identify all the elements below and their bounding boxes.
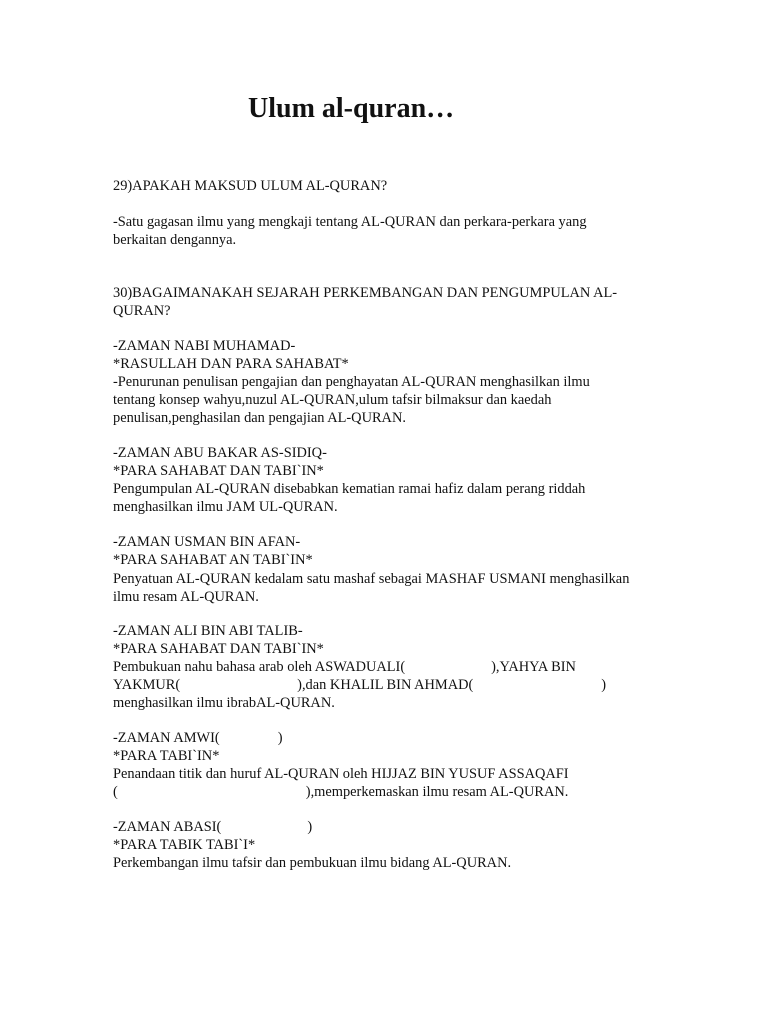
question-29: 29)APAKAH MAKSUD ULUM AL-QURAN? <box>113 178 388 194</box>
section-amwi-heading <box>113 729 283 747</box>
section-usman-line-1: Penyatuan AL-QURAN kedalam satu mashaf sebagai MASHAF USMANI menghasilkan <box>113 571 630 587</box>
section-abubakar-line-2: menghasilkan ilmu JAM UL-QURAN. <box>113 499 338 515</box>
ali-line-1-part-a: Pembukuan nahu bahasa arab oleh ASWADUALI( <box>113 659 406 675</box>
section-abasi-line-1: Perkembangan ilmu tafsir dan pembukuan ilmu bidang AL-QURAN. <box>113 855 512 871</box>
abasi-heading-part-a: -ZAMAN ABASI( <box>113 819 222 835</box>
section-abasi-heading <box>113 818 312 836</box>
section-abubakar-line-1: Pengumpulan AL-QURAN disebabkan kematian ramai hafiz dalam perang riddah <box>113 481 586 497</box>
amwi-line-2-part-b: ),memperkemaskan ilmu resam AL-QURAN. <box>305 784 569 800</box>
ali-line-2-part-c: ) <box>601 677 607 693</box>
section-abubakar-sub: *PARA SAHABAT DAN TABI`IN* <box>113 463 324 479</box>
section-ali-line-2 <box>113 676 606 694</box>
amwi-heading-part-a: -ZAMAN AMWI( <box>113 730 220 746</box>
section-nabi-line-2: tentang konsep wahyu,nuzul AL-QURAN,ulum tafsir bilmaksur dan kaedah <box>113 392 552 408</box>
section-amwi-line-2 <box>113 783 568 801</box>
section-abubakar-heading: -ZAMAN ABU BAKAR AS-SIDIQ- <box>113 445 327 461</box>
section-amwi-line-1: Penandaan titik dan huruf AL-QURAN oleh HIJJAZ BIN YUSUF ASSAQAFI <box>113 766 569 782</box>
section-ali-line-3: menghasilkan ilmu ibrabAL-QURAN. <box>113 695 335 711</box>
section-nabi-heading: -ZAMAN NABI MUHAMAD- <box>113 338 296 354</box>
section-amwi-sub: *PARA TABI`IN* <box>113 748 220 764</box>
section-abasi-sub: *PARA TABIK TABI`I* <box>113 837 256 853</box>
section-nabi-line-1: -Penurunan penulisan pengajian dan penghayatan AL-QURAN menghasilkan ilmu <box>113 374 590 390</box>
section-ali-sub: *PARA SAHABAT DAN TABI`IN* <box>113 641 324 657</box>
ali-line-2-part-b: ),dan KHALIL BIN AHMAD( <box>297 677 474 693</box>
question-30-line-1: 30)BAGAIMANAKAH SEJARAH PERKEMBANGAN DAN PENGUMPULAN AL- <box>113 285 618 301</box>
ali-line-2-part-a: YAKMUR( <box>113 677 181 693</box>
answer-29-line-2: berkaitan dengannya. <box>113 232 237 248</box>
ali-line-1-part-b: ),YAHYA BIN <box>491 659 576 675</box>
section-nabi-line-3: penulisan,penghasilan dan pengajian AL-QURAN. <box>113 410 406 426</box>
amwi-line-2-part-a: ( <box>113 784 118 800</box>
section-usman-sub: *PARA SAHABAT AN TABI`IN* <box>113 552 313 568</box>
amwi-heading-part-b: ) <box>277 730 283 746</box>
abasi-heading-part-b: ) <box>307 819 313 835</box>
section-usman-heading: -ZAMAN USMAN BIN AFAN- <box>113 534 301 550</box>
section-usman-line-2: ilmu resam AL-QURAN. <box>113 589 259 605</box>
document-title: Ulum al-quran… <box>248 93 455 124</box>
section-ali-line-1 <box>113 658 576 676</box>
section-ali-heading: -ZAMAN ALI BIN ABI TALIB- <box>113 623 303 639</box>
section-nabi-sub: *RASULLAH DAN PARA SAHABAT* <box>113 356 349 372</box>
question-30-line-2: QURAN? <box>113 303 171 319</box>
answer-29-line-1: -Satu gagasan ilmu yang mengkaji tentang AL-QURAN dan perkara-perkara yang <box>113 214 587 230</box>
